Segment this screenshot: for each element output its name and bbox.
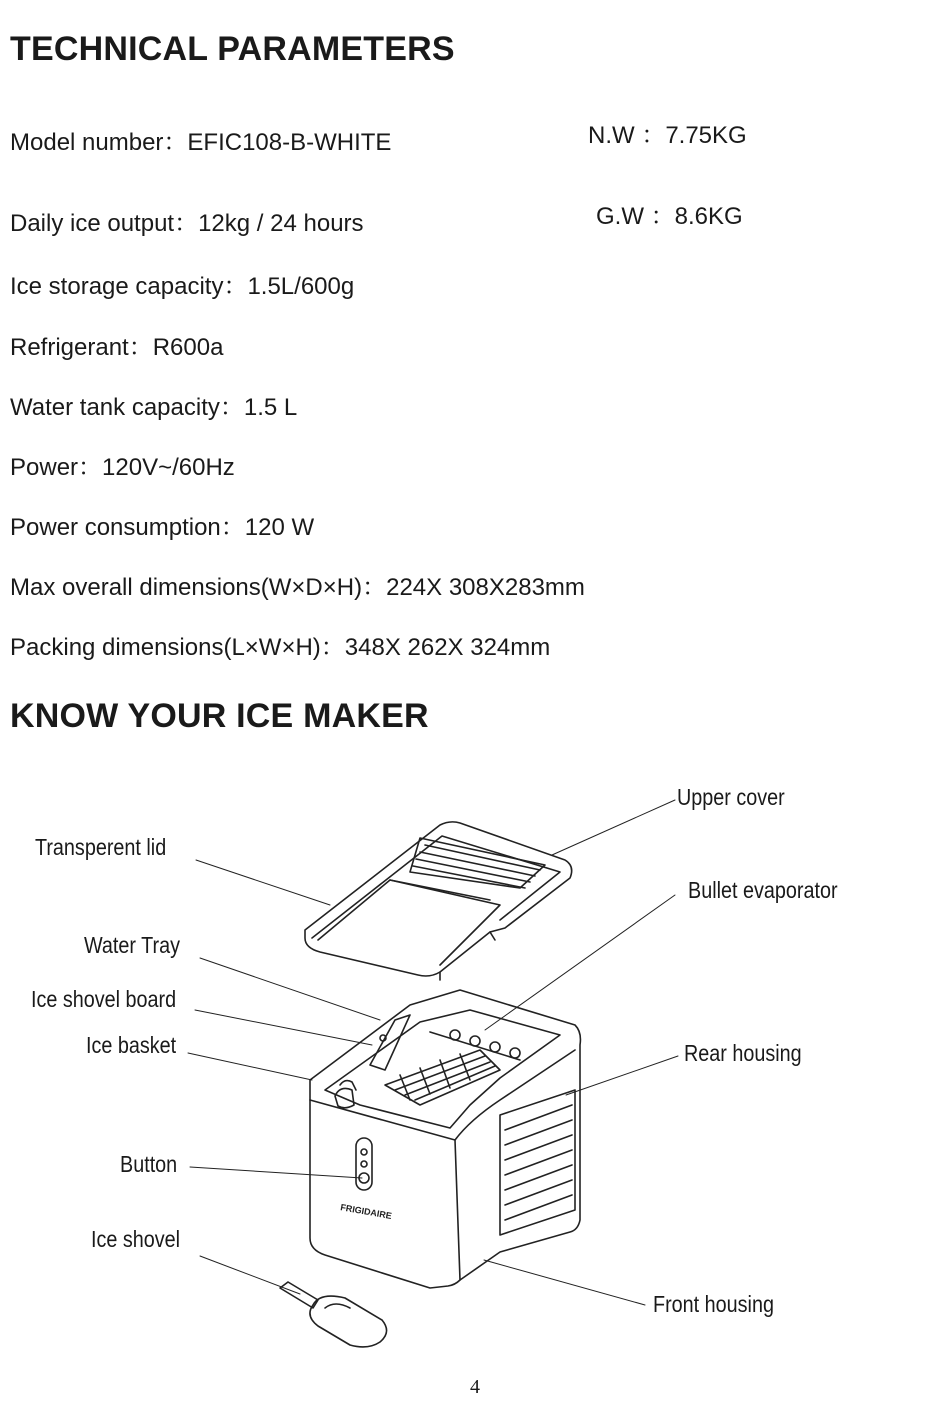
spec-power-consumption: Power consumption：120 W [10,514,315,541]
spec-packing-dimensions: Packing dimensions(L×W×H)：348X 262X 324mm [10,634,551,661]
spec-refrigerant: Refrigerant：R600a [10,334,224,361]
gross-weight: G.W ：8.6KG [596,203,743,230]
main-body [310,990,580,1288]
page-number: 4 [470,1376,480,1398]
spec-ice-storage: Ice storage capacity：1.5L/600g [10,273,355,300]
callout-upper-cover: Upper cover [677,784,785,810]
callout-rear-housing: Rear housing [684,1040,802,1066]
brand-logo: FRIGIDAIRE [339,1202,393,1222]
know-your-ice-maker-heading: KNOW YOUR ICE MAKER [10,697,429,735]
callout-front-housing: Front housing [653,1291,774,1317]
spec-water-tank: Water tank capacity：1.5 L [10,394,298,421]
spec-overall-dimensions: Max overall dimensions(W×D×H)：224X 308X283mm [10,574,585,601]
callout-water-tray: Water Tray [84,932,180,958]
ice-shovel-drawing [280,1282,387,1347]
callout-ice-shovel-board: Ice shovel board [31,986,177,1012]
callout-ice-shovel: Ice shovel [91,1226,181,1252]
callout-bullet-evaporator: Bullet evaporator [688,877,838,903]
callout-ice-basket: Ice basket [86,1032,177,1058]
net-weight: N.W ：7.75KG [588,122,747,149]
technical-parameters-heading: TECHNICAL PARAMETERS [10,30,455,68]
callout-button: Button [120,1151,178,1177]
lid-assembly [305,822,572,980]
spec-power: Power：120V~/60Hz [10,454,235,481]
spec-model-number: Model number：EFIC108-B-WHITE [10,129,392,156]
spec-daily-ice-output: Daily ice output：12kg / 24 hours [10,210,364,237]
callout-transparent-lid: Transperent lid [35,834,167,860]
